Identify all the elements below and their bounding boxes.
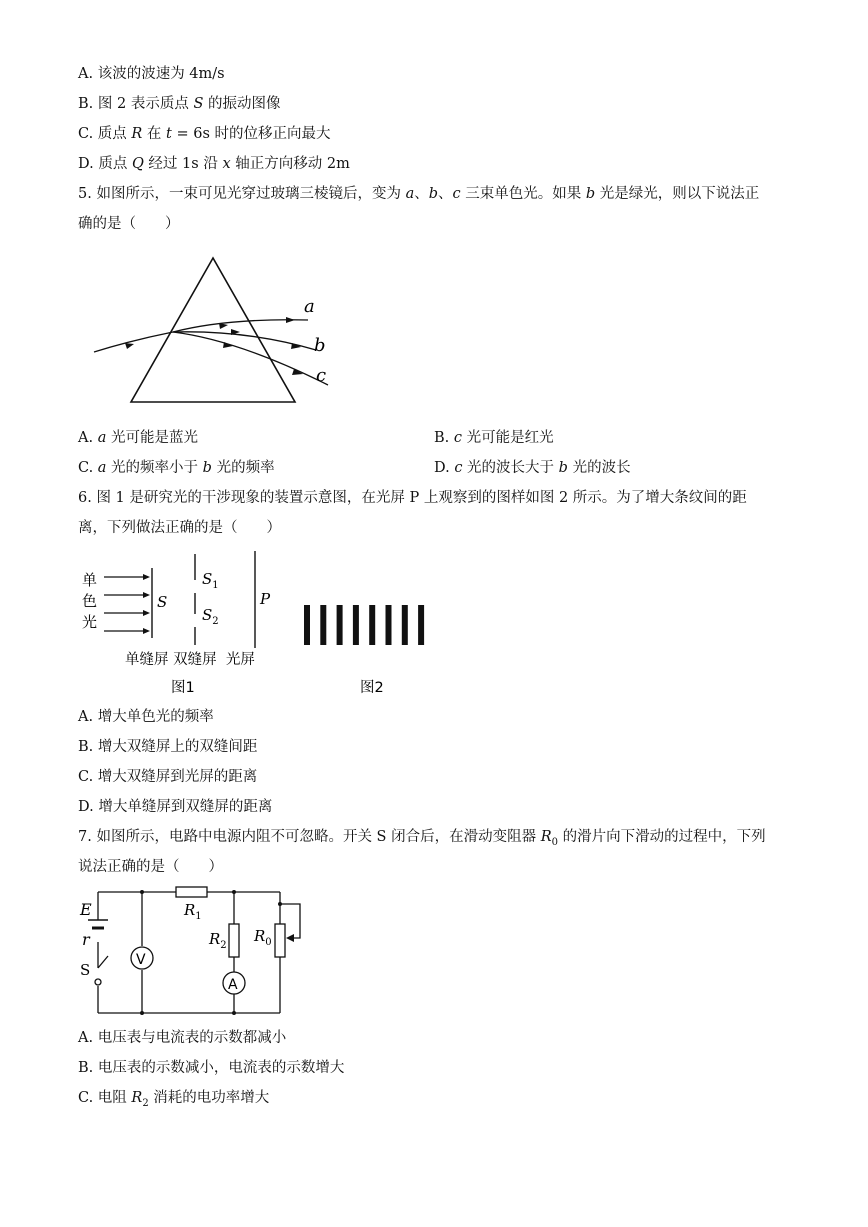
subscript: 2 <box>142 1097 149 1109</box>
bright-fringe <box>369 605 375 645</box>
battery <box>88 920 108 928</box>
label-a: a <box>304 296 315 317</box>
rheostat-r0 <box>275 924 285 957</box>
q4-option-c <box>78 124 331 144</box>
q6-option-a: A. 增大单色光的频率 <box>78 709 214 725</box>
var-q: Q <box>131 156 144 172</box>
q5-option-a <box>78 428 198 448</box>
text: 的振动图像 <box>203 96 281 112</box>
label-s: S <box>80 961 91 979</box>
q6-option-b: B. 增大双缝屏上的双缝间距 <box>78 739 258 755</box>
text: 光可能是蓝光 <box>106 430 198 446</box>
fringe-pattern <box>298 600 438 698</box>
arrow <box>286 317 295 323</box>
text: 的滑片向下滑动的过程中，下列 <box>558 829 766 845</box>
prism <box>131 258 295 402</box>
junction-dot <box>140 890 144 894</box>
label-c: c <box>316 365 327 386</box>
q4-option-b <box>78 94 280 114</box>
var-s: S <box>193 96 204 112</box>
q5-option-c <box>78 458 275 478</box>
var-r: R <box>131 126 143 142</box>
junction-dot <box>232 890 236 894</box>
var-a: a <box>405 186 415 202</box>
label-p: P <box>260 590 271 608</box>
q6-stem-line2: 离，下列做法正确的是（ ） <box>78 520 281 536</box>
var-x: x <box>222 156 231 172</box>
q7-stem-line1 <box>78 827 766 853</box>
text: C. 质点 <box>78 126 132 142</box>
label-s: S <box>157 593 168 611</box>
text: 消耗的电功率增大 <box>148 1090 270 1106</box>
bright-fringe <box>418 605 424 645</box>
label-v: V <box>136 952 146 968</box>
label-r1: $R_1$ <box>184 901 202 922</box>
text: 光的波长 <box>567 460 631 476</box>
text: C. 电阻 <box>78 1090 132 1106</box>
text: A. <box>78 430 98 446</box>
junction-dot <box>140 1011 144 1015</box>
text: 经过 1s 沿 <box>143 156 223 172</box>
text: 5. 如图所示，一束可见光穿过玻璃三棱镜后，变为 <box>78 186 406 202</box>
label-r2: $R_2$ <box>209 930 227 951</box>
text: 光是绿光，则以下说法正 <box>595 186 760 202</box>
text: 光的频率 <box>211 460 275 476</box>
bright-fringe <box>337 605 343 645</box>
text: 光的波长大于 <box>462 460 559 476</box>
text: 、 <box>414 186 429 202</box>
q4-option-d <box>78 154 350 174</box>
q6-option-c: C. 增大双缝屏到光屏的距离 <box>78 769 258 785</box>
text: 轴正方向移动 2m <box>230 156 350 172</box>
var-r: R <box>131 1090 143 1106</box>
screens-label: 单缝屏 双缝屏 光屏 <box>125 652 255 668</box>
bright-fringe <box>353 605 359 645</box>
text: 光可能是红光 <box>462 430 554 446</box>
q6-option-d: D. 增大单缝屏到双缝屏的距离 <box>78 799 273 815</box>
var: b <box>202 460 212 476</box>
circuit-diagram <box>78 880 328 1022</box>
q4-option-a: A. 该波的波速为 4m/s <box>78 66 225 82</box>
interference-apparatus <box>78 548 288 698</box>
q5-stem-line1 <box>78 184 759 204</box>
var-b: b <box>585 186 596 202</box>
junction-dot <box>278 902 282 906</box>
text: 在 <box>142 126 167 142</box>
switch <box>95 956 108 985</box>
var-t: t <box>166 126 172 142</box>
text: = 6s 时的位移正向最大 <box>171 126 331 142</box>
text: C. <box>78 460 98 476</box>
label-s2: $S_2$ <box>202 606 219 627</box>
ray-c <box>173 332 328 385</box>
light-label-3: 光 <box>82 613 98 631</box>
q7-stem-line2: 说法正确的是（ ） <box>78 859 223 875</box>
light-label-2: 色 <box>82 592 98 610</box>
light-rays <box>104 577 148 631</box>
label-a: A <box>228 977 238 993</box>
label-r: r <box>82 930 90 949</box>
text: 光的频率小于 <box>106 460 203 476</box>
var-c: c <box>452 186 461 202</box>
label-e: E <box>80 900 92 919</box>
light-label-1: 单 <box>82 571 98 589</box>
var-b: b <box>428 186 439 202</box>
var: a <box>97 430 107 446</box>
fig2-caption: 图2 <box>360 680 384 696</box>
var: c <box>453 430 462 446</box>
bright-fringe <box>320 605 326 645</box>
var: a <box>97 460 107 476</box>
q5-option-d <box>434 458 631 478</box>
arrow <box>219 323 228 329</box>
var: b <box>558 460 568 476</box>
q5-stem-line2: 确的是（ ） <box>78 216 180 232</box>
slider-arrow <box>286 934 294 942</box>
label-r0: $R_0$ <box>254 927 272 948</box>
resistor-r2 <box>229 924 239 957</box>
q7-option-c <box>78 1088 269 1114</box>
q6-stem-line1: 6. 图 1 是研究光的干涉现象的装置示意图，在光屏 P 上观察到的图样如图 2 所示。为了增大条纹间的距 <box>78 490 747 506</box>
bright-fringe <box>304 605 310 645</box>
text: B. 图 2 表示质点 <box>78 96 194 112</box>
fig1-caption: 图1 <box>171 680 195 696</box>
text: D. <box>434 460 455 476</box>
arrow <box>125 343 134 349</box>
subscript: 0 <box>551 836 558 848</box>
var: c <box>454 460 463 476</box>
q5-option-b <box>434 428 554 448</box>
text: 、 <box>438 186 453 202</box>
text: 三束单色光。如果 <box>460 186 586 202</box>
resistor-r1 <box>176 887 207 897</box>
bright-fringe <box>386 605 392 645</box>
label-s1: $S_1$ <box>202 570 219 591</box>
text: B. <box>434 430 454 446</box>
q7-option-a: A. 电压表与电流表的示数都减小 <box>78 1030 287 1046</box>
q7-option-b: B. 电压表的示数减小，电流表的示数增大 <box>78 1060 345 1076</box>
text: 7. 如图所示，电路中电源内阻不可忽略。开关 S 闭合后，在滑动变阻器 <box>78 829 541 845</box>
junction-dot <box>232 1011 236 1015</box>
fringes <box>304 605 424 645</box>
bright-fringe <box>402 605 408 645</box>
var-r: R <box>540 829 552 845</box>
label-b: b <box>314 335 326 356</box>
ray-arrows <box>143 574 150 634</box>
prism-diagram <box>88 250 348 410</box>
text: D. 质点 <box>78 156 132 172</box>
